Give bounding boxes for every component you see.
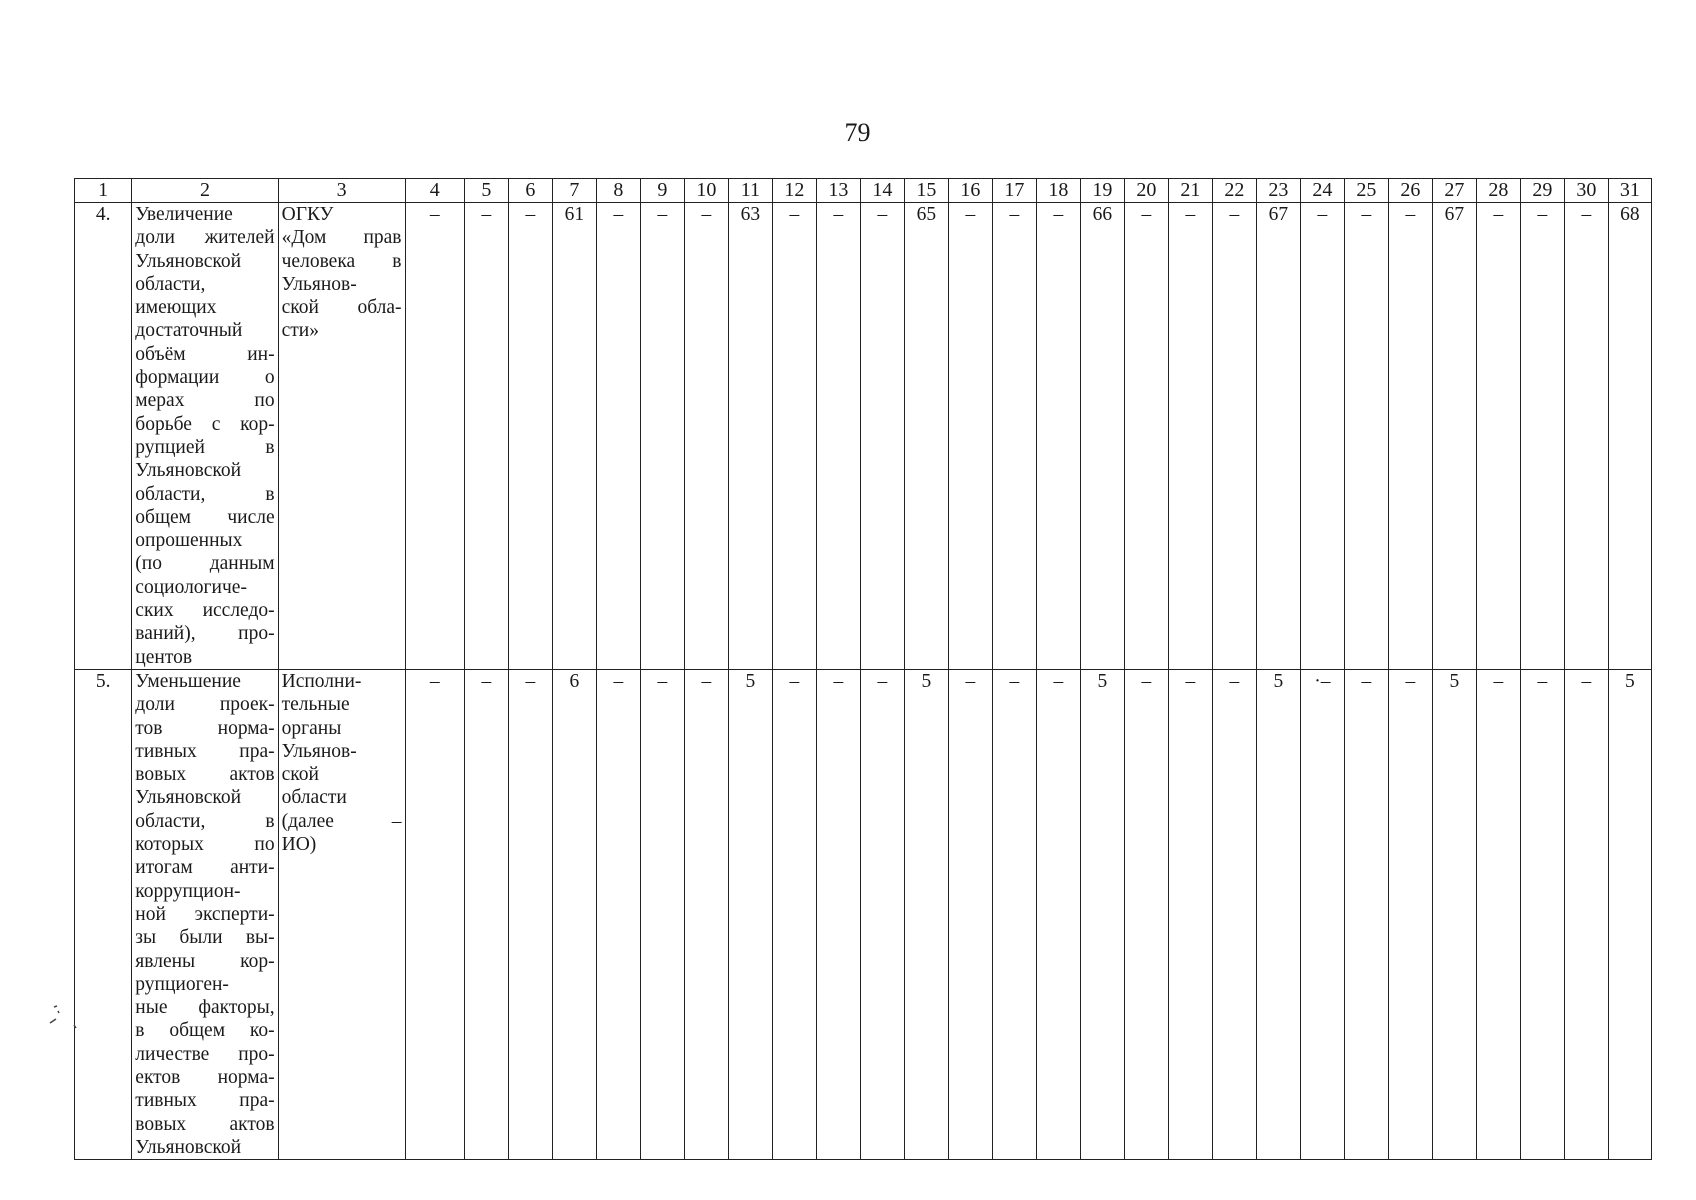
indicator-name-line: коррупцион- — [135, 880, 241, 902]
value-cell: – — [1564, 670, 1608, 1160]
indicator-name-line: Ульяновской — [135, 250, 242, 272]
value-cell: – — [508, 203, 552, 670]
indicator-name-line: достаточный — [135, 320, 243, 342]
column-number-22: 22 — [1212, 179, 1256, 203]
column-number-13: 13 — [816, 179, 860, 203]
indicator-name-line: социологиче- — [135, 576, 247, 598]
column-number-23: 23 — [1256, 179, 1300, 203]
value-cell: 67 — [1432, 203, 1476, 670]
responsible-executor-line: области — [281, 787, 347, 809]
value-cell: 65 — [904, 203, 948, 670]
value-cell: – — [684, 203, 728, 670]
indicator-name-line: в общем ко- — [135, 1020, 275, 1042]
responsible-executor-line: сти» — [281, 320, 319, 342]
value-cell: – — [1388, 670, 1432, 1160]
value-cell: – — [1520, 203, 1564, 670]
column-number-17: 17 — [992, 179, 1036, 203]
indicator-name-line: центов — [135, 646, 193, 668]
value-cell: – — [464, 203, 508, 670]
value-cell: – — [1168, 203, 1212, 670]
value-cell: – — [992, 203, 1036, 670]
value-cell: – — [860, 203, 904, 670]
indicator-name-line: общем числе — [135, 506, 275, 528]
indicator-name-line: имеющих — [135, 297, 217, 319]
value-cell: 68 — [1608, 203, 1651, 670]
column-number-14: 14 — [860, 179, 904, 203]
responsible-executor-line: ской обла- — [281, 297, 402, 319]
indicator-name-line: тивных пра- — [135, 740, 275, 762]
responsible-executor-line: ИО) — [281, 834, 317, 856]
indicator-name-line: ваний), про- — [135, 623, 275, 645]
table-row — [75, 670, 1652, 1160]
indicator-name-line: формации о — [135, 367, 275, 389]
responsible-executor — [278, 203, 405, 670]
value-cell: – — [1124, 670, 1168, 1160]
column-number-26: 26 — [1388, 179, 1432, 203]
indicator-name-line: борьбе с кор- — [135, 413, 275, 435]
value-cell: 61 — [552, 203, 596, 670]
indicator-name-line: ектов норма- — [135, 1067, 275, 1089]
value-cell: – — [1520, 670, 1564, 1160]
column-number-9: 9 — [640, 179, 684, 203]
indicator-name-line: рупцией в — [135, 436, 275, 458]
indicator-name — [132, 203, 278, 670]
column-number-29: 29 — [1520, 179, 1564, 203]
indicator-name-line: доли жителей — [135, 227, 275, 249]
value-cell: – — [1168, 670, 1212, 1160]
value-cell: – — [1300, 203, 1344, 670]
row-number: 5. — [75, 670, 132, 1160]
responsible-executor-line: ОГКУ — [281, 204, 334, 225]
column-number-8: 8 — [596, 179, 640, 203]
value-cell: – — [1124, 203, 1168, 670]
value-cell: – — [640, 203, 684, 670]
column-number-1: 1 — [75, 179, 132, 203]
value-cell: – — [1212, 670, 1256, 1160]
column-number-27: 27 — [1432, 179, 1476, 203]
scan-marks — [48, 1005, 88, 1045]
column-number-28: 28 — [1476, 179, 1520, 203]
value-cell: – — [405, 203, 464, 670]
value-cell: – — [1036, 203, 1080, 670]
value-cell: – — [464, 670, 508, 1160]
value-cell: – — [405, 670, 464, 1160]
table-row — [75, 203, 1652, 670]
responsible-executor — [278, 670, 405, 1160]
value-cell: 67 — [1256, 203, 1300, 670]
value-cell: – — [596, 670, 640, 1160]
value-cell: – — [772, 670, 816, 1160]
responsible-executor-line: Ульянов- — [281, 740, 357, 762]
indicator-name-line: вовых актов — [135, 1113, 275, 1135]
value-cell: – — [772, 203, 816, 670]
indicator-name-line: ные факторы, — [135, 997, 275, 1019]
indicator-name-line: Ульяновской — [135, 1136, 242, 1158]
responsible-executor-line: органы — [281, 717, 342, 739]
row-number: 4. — [75, 203, 132, 670]
indicator-name-line: мерах по — [135, 390, 275, 412]
indicator-name-line: тов норма- — [135, 717, 275, 739]
indicator-name-line: итогам анти- — [135, 857, 275, 879]
value-cell: – — [1388, 203, 1432, 670]
column-number-7: 7 — [552, 179, 596, 203]
column-number-15: 15 — [904, 179, 948, 203]
column-number-4: 4 — [405, 179, 464, 203]
value-cell: – — [948, 203, 992, 670]
indicator-name-line: области, в — [135, 483, 275, 505]
value-cell: 5 — [728, 670, 772, 1160]
responsible-executor-line: «Дом прав — [281, 227, 402, 249]
value-cell: 5 — [1608, 670, 1651, 1160]
column-number-25: 25 — [1344, 179, 1388, 203]
column-number-3: 3 — [278, 179, 405, 203]
column-number-11: 11 — [728, 179, 772, 203]
value-cell: 5 — [1256, 670, 1300, 1160]
value-cell: – — [684, 670, 728, 1160]
indicator-name-line: Ульяновской — [135, 460, 242, 482]
column-number-24: 24 — [1300, 179, 1344, 203]
column-number-30: 30 — [1564, 179, 1608, 203]
indicator-name-line: области, — [135, 273, 206, 295]
indicator-name-line: ной эксперти- — [135, 903, 275, 925]
indicator-name-line: опрошенных — [135, 530, 243, 552]
indicator-name-line: личестве про- — [135, 1043, 275, 1065]
column-number-5: 5 — [464, 179, 508, 203]
indicator-name-line: ских исследо- — [135, 600, 275, 622]
column-number-12: 12 — [772, 179, 816, 203]
indicator-name-line: доли проек- — [135, 694, 275, 716]
value-cell: – — [860, 670, 904, 1160]
indicator-name-line: рупциоген- — [135, 973, 229, 995]
indicator-name-line: Ульяновской — [135, 787, 242, 809]
value-cell: – — [1476, 203, 1520, 670]
column-number-16: 16 — [948, 179, 992, 203]
value-cell: 5 — [1080, 670, 1124, 1160]
header-row — [75, 179, 1652, 203]
value-cell: – — [1344, 203, 1388, 670]
indicator-name-line: объём ин- — [135, 343, 275, 365]
indicator-name-line: области, в — [135, 810, 275, 832]
indicator-name-line: Уменьшение — [135, 671, 241, 692]
value-cell: – — [596, 203, 640, 670]
column-number-18: 18 — [1036, 179, 1080, 203]
responsible-executor-line: (далее – — [281, 810, 402, 832]
value-cell: ·– — [1300, 670, 1344, 1160]
value-cell: – — [1476, 670, 1520, 1160]
indicator-name-line: явлены кор- — [135, 950, 275, 972]
responsible-executor-line: тельные — [281, 694, 350, 716]
responsible-executor-line: Ульянов- — [281, 273, 357, 295]
indicator-name-line: Увеличение — [135, 204, 233, 225]
page-number: 79 — [844, 118, 871, 147]
value-cell: – — [816, 203, 860, 670]
indicator-name-line: зы были вы- — [135, 927, 275, 949]
value-cell: – — [948, 670, 992, 1160]
column-number-10: 10 — [684, 179, 728, 203]
indicators-table — [74, 178, 1652, 1160]
indicator-name — [132, 670, 278, 1160]
indicator-name-line: которых по — [135, 834, 275, 856]
value-cell: 6 — [552, 670, 596, 1160]
indicator-name-line: тивных пра- — [135, 1090, 275, 1112]
value-cell: 5 — [1432, 670, 1476, 1160]
column-number-31: 31 — [1608, 179, 1651, 203]
indicator-name-line: вовых актов — [135, 764, 275, 786]
value-cell: 66 — [1080, 203, 1124, 670]
value-cell: – — [1036, 670, 1080, 1160]
column-number-20: 20 — [1124, 179, 1168, 203]
indicator-name-line: (по данным — [135, 553, 275, 575]
column-number-6: 6 — [508, 179, 552, 203]
responsible-executor-line: Исполни- — [281, 671, 362, 692]
value-cell: 5 — [904, 670, 948, 1160]
responsible-executor-line: ской — [281, 764, 319, 786]
value-cell: – — [508, 670, 552, 1160]
value-cell: – — [992, 670, 1036, 1160]
column-number-19: 19 — [1080, 179, 1124, 203]
value-cell: – — [1344, 670, 1388, 1160]
value-cell: – — [1212, 203, 1256, 670]
value-cell: 63 — [728, 203, 772, 670]
value-cell: – — [640, 670, 684, 1160]
value-cell: – — [816, 670, 860, 1160]
column-number-21: 21 — [1168, 179, 1212, 203]
value-cell: – — [1564, 203, 1608, 670]
responsible-executor-line: человека в — [281, 250, 402, 272]
column-number-2: 2 — [132, 179, 278, 203]
